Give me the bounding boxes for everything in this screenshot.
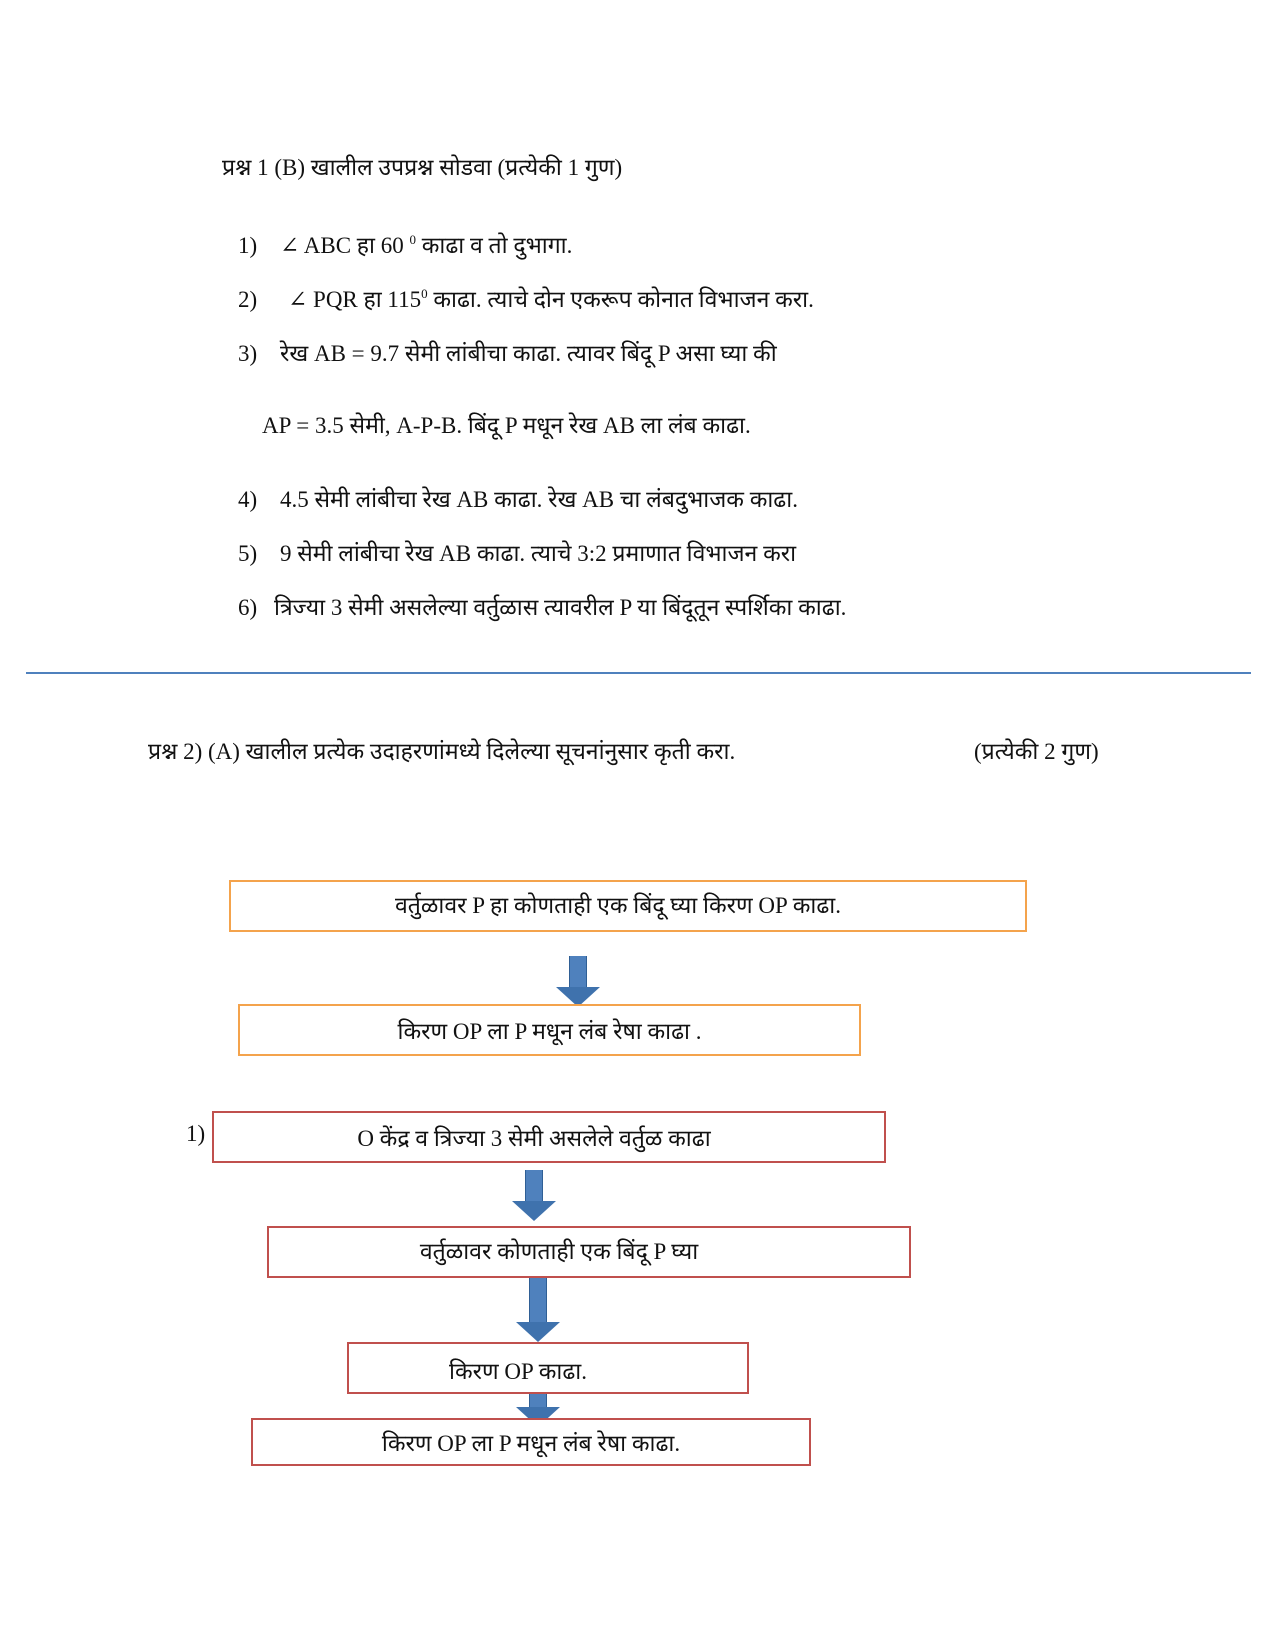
q1-item-3-continuation: AP = 3.5 सेमी, A-P-B. बिंदू P मधून रेख AB ला लंब काढा. [262,413,751,438]
flow-main-step-3-text: किरण OP काढा. [449,1359,587,1384]
flow-main-step-1-text: O केंद्र व त्रिज्या 3 सेमी असलेले वर्तुळ काढा [357,1126,711,1151]
degree-superscript: 0 [409,232,416,247]
section-divider [26,672,1251,674]
q1-item-1 [238,228,572,260]
flow-top-step-2 [238,1004,861,1056]
q1-item-6 [238,590,846,622]
q2-marks: (प्रत्येकी 2 गुण) [974,739,1099,764]
q1-item-2-text-end: काढा. त्याचे दोन एकरूप कोनात विभाजन करा. [427,287,814,312]
q1-item-5 [238,536,796,568]
flow-top-step-2-text: किरण OP ला P मधून लंब रेषा काढा . [397,1019,702,1044]
q1-item-4 [238,482,798,514]
degree-superscript: 0 [421,286,428,301]
q1-item-1-text: ∠ ABC हा 60 [280,233,404,258]
q1-item-2-number: 2) [238,287,258,312]
flow-top-step-1-text: वर्तुळावर P हा कोणताही एक बिंदू घ्या किरण OP काढा. [395,893,841,918]
q1-item-2-text: ∠ PQR हा 115 [288,287,422,312]
flow-main-step-2-text: वर्तुळावर कोणताही एक बिंदू P घ्या [419,1239,699,1264]
flow-main-step-1 [212,1111,886,1163]
q1-item-5-text: 9 सेमी लांबीचा रेख AB काढा. त्याचे 3:2 प्रमाणात विभाजन करा [280,541,797,566]
flow-main-step-4-text: किरण OP ला P मधून लंब रेषा काढा. [381,1431,681,1456]
example-number: 1) [186,1121,206,1146]
q1-item-3 [238,336,777,368]
q1-item-4-text: 4.5 सेमी लांबीचा रेख AB काढा. रेख AB चा लंबदुभाजक काढा. [280,487,798,512]
flow-main-step-4 [251,1418,811,1466]
q1-item-6-text: त्रिज्या 3 सेमी असलेल्या वर्तुळास त्यावरील P या बिंदूतून स्पर्शिका काढा. [274,595,847,620]
flow-main-step-3 [347,1342,749,1394]
q1-item-5-number: 5) [238,541,258,566]
q1-item-4-number: 4) [238,487,258,512]
down-arrow-icon [516,1278,560,1342]
down-arrow-icon [512,1170,556,1222]
flow-main-step-2 [267,1226,911,1278]
q1-item-1-text-end: काढा व तो दुभागा. [415,233,573,258]
q1-item-1-number: 1) [238,233,258,258]
flow-top-step-1 [229,880,1027,932]
q1-heading: प्रश्न 1 (B) खालील उपप्रश्न सोडवा (प्रत्येकी 1 गुण) [222,155,623,180]
down-arrow-icon [556,956,600,1008]
q1-item-3-text: रेख AB = 9.7 सेमी लांबीचा काढा. त्यावर बिंदू P असा घ्या की [280,341,777,366]
q1-item-2 [238,282,814,314]
q1-item-6-number: 6) [238,595,258,620]
q2-heading: प्रश्न 2) (A) खालील प्रत्येक उदाहरणांमध्ये दिलेल्या सूचनांनुसार कृती करा. [148,739,736,764]
q1-item-3-number: 3) [238,341,258,366]
